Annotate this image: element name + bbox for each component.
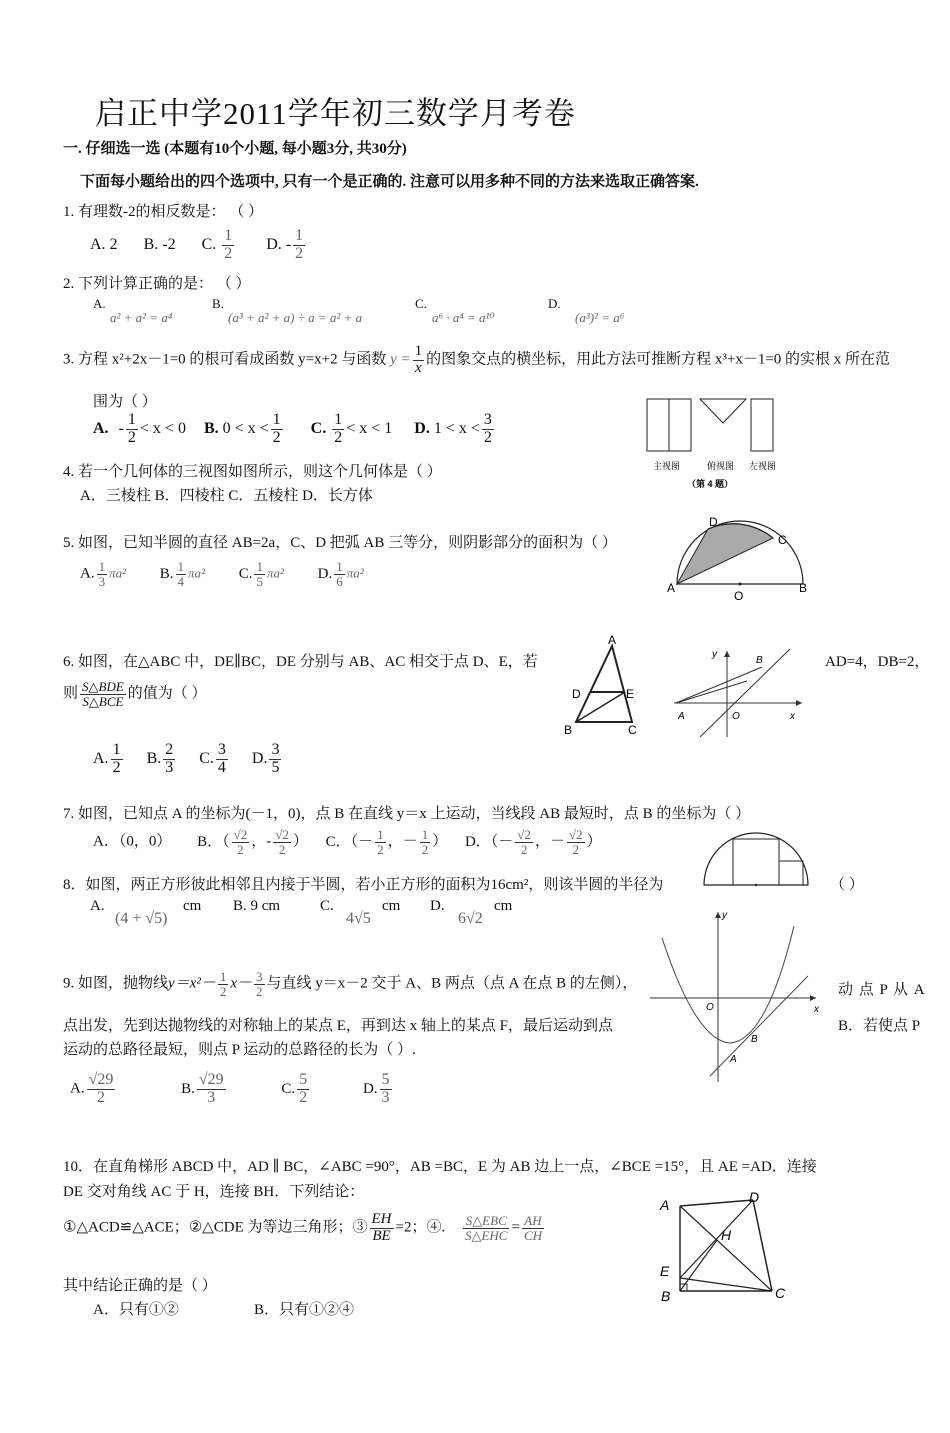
q10-pt-b: B — [661, 1288, 671, 1304]
q8-opt-c-expr: 4√5 — [346, 910, 371, 927]
q9-options: A. $\frac{√29}{2}$ B. $\frac{√29}{3}$ C. $\frac{5}{2}$ D. $\frac{5}{3}$ — [70, 1071, 390, 1106]
q8-opt-c-unit: cm — [382, 898, 401, 914]
q10-conclusions: ①△ACD≌△ACE；②△CDE 为等边三角形；③ $\frac{EH}{BE}$ =2；④. $\frac{\text{S△EBC}}{\text{S△EHC}}$ = $\frac{AH}{CH}$ — [63, 1211, 542, 1244]
q2-opt-b: (a³ + a² + a) ÷ a = a² + a — [228, 310, 363, 325]
q3-stem-a: 3. 方程 x²+2x－1=0 的根可看成函数 y=x+2 与函数 — [63, 351, 387, 368]
q9-stem-right-1: 动 点 P 从 A — [838, 982, 926, 998]
q3-opt-a-expr: < x < 0 — [139, 419, 186, 437]
q8-opt-b: B. 9 cm — [233, 898, 281, 914]
q3-options: A. - $\frac{1}{2}$ < x < 0 B. 0 < x < $\frac{1}{2}$ C. $\frac{1}{2}$ < x < 1 D. 1 < x < $\frac{3}{2}$ — [93, 411, 492, 446]
q1-opt-d: D. - — [266, 235, 292, 253]
q7-fig-a: A — [678, 711, 685, 722]
q3-opt-c-expr: < x < 1 — [346, 419, 393, 437]
q6-pt-c: C — [628, 723, 637, 737]
q8-opt-d-expr: 6√2 — [458, 910, 483, 927]
q10-stem-a: 10．在直角梯形 ABCD 中，AD ∥ BC，∠ABC =90°，AB =BC，E 为 AB 边上一点，∠BCE =15°，且 AE =AD．连接 — [63, 1159, 817, 1175]
q3-opt-d: D. — [414, 419, 430, 437]
q2-opt-c: a⁶ · a⁴ = a¹⁰ — [432, 310, 495, 325]
q2-opt-a: a² + a² = a⁴ — [110, 310, 173, 325]
q6-triangle-figure — [562, 632, 652, 742]
q2-stem: 2. 下列计算正确的是： （ ） — [63, 276, 251, 292]
q5-point-b: B — [799, 581, 808, 595]
q9-fig-b: B — [751, 1034, 758, 1045]
q10-stem-b: DE 交对角线 AC 于 H，连接 BH．下列结论： — [63, 1184, 365, 1200]
q5-options: A. $\frac{1}{3}$ πa² B. $\frac{1}{4}$ πa² C. $\frac{1}{5}$ πa² D. $\frac{1}{6}$ πa² — [80, 559, 364, 589]
q3-opt-d-expr: 1 < x < — [433, 419, 480, 437]
q4-options: A．三棱柱 B．四棱柱 C．五棱柱 D．长方体 — [80, 488, 373, 504]
q10-pt-h: H — [721, 1227, 732, 1243]
q2-opt-d: (a³)² = a⁶ — [575, 310, 625, 325]
q7-fig-b: B — [756, 655, 763, 666]
q1-half-d: $\frac{1}{2}$ — [295, 227, 304, 262]
q8-opt-d-unit: cm — [494, 898, 513, 914]
q1-opt-b: B. -2 — [143, 235, 176, 253]
q6-options: A. $\frac{1}{2}$ B. $\frac{2}{3}$ C. $\frac{3}{4}$ D. $\frac{3}{5}$ — [93, 741, 280, 776]
q9-stem-c: 点出发，先到达抛物线的对称轴上的某点 E，再到达 x 轴上的某点 F，最后运动到点 — [63, 1018, 614, 1034]
q1-options — [90, 228, 307, 263]
q2-opt-b-label: B. — [212, 296, 224, 311]
q3-stem-c: 围为（ ） — [93, 394, 157, 410]
q9-fig-x: x — [814, 1004, 819, 1015]
q8-opt-d: D. — [430, 898, 445, 914]
q4-label-left: 左视图 — [749, 461, 777, 471]
q8-opt-a: A. — [90, 898, 105, 914]
q3-opt-a: A. — [93, 419, 109, 437]
q3-stem-b: 的图象交点的横坐标，用此方法可推断方程 x³+x－1=0 的实根 x 所在范 — [426, 351, 891, 368]
q7-fig-o: O — [732, 711, 740, 722]
q9-fig-o: O — [706, 1002, 714, 1013]
q8-opt-a-unit: cm — [183, 898, 202, 914]
q4-stem: 4. 若一个几何体的三视图如图所示，则这个几何体是（ ） — [63, 464, 442, 480]
q5-stem: 5. 如图，已知半圆的直径 AB=2a，C、D 把弧 AB 三等分，则阴影部分的面积为（ ） — [63, 535, 617, 551]
q4-three-views-figure — [645, 395, 785, 495]
q8-opt-a-expr: (4 + √5) — [115, 910, 168, 927]
q3-opt-b: B. — [203, 419, 219, 437]
q4-caption: （第 4 题） — [687, 479, 734, 489]
q10-opt-a: A．只有①② — [93, 1302, 179, 1318]
q9-stem-d: 运动的总路径最短，则点 P 运动的总路径的长为（ ）. — [63, 1042, 416, 1058]
q8-opt-c: C. — [320, 898, 334, 914]
q2-opt-a-label: A. — [93, 296, 106, 311]
q10-pt-d: D — [749, 1189, 760, 1205]
q7-fig-x: x — [790, 711, 795, 722]
page-title: 启正中学2011学年初三数学月考卷 — [95, 96, 576, 131]
q9-parabola-figure — [648, 906, 828, 1086]
section-instruction: 下面每小题给出的四个选项中, 只有一个是正确的. 注意可以用多种不同的方法来选取正确答案. — [80, 174, 699, 190]
q5-semicircle-figure — [665, 512, 815, 602]
q6-stem: 6. 如图，在△ABC 中，DE∥BC，DE 分别与 AB、AC 相交于点 D、E，若 — [63, 654, 538, 670]
q10-trapezoid-figure — [655, 1188, 795, 1308]
q8-stem: 8．如图，两正方形彼此相邻且内接于半圆，若小正方形的面积为16cm²，则该半圆的半径为 — [63, 877, 664, 893]
q3-stem — [63, 344, 890, 377]
q10-question: 其中结论正确的是（ ） — [63, 1278, 217, 1294]
q9-fig-a: A — [730, 1054, 737, 1065]
q6-stem-right: AD=4，DB=2， — [825, 654, 930, 670]
q4-label-front: 主视图 — [653, 461, 681, 471]
q7-stem: 7. 如图，已知点 A 的坐标为(－1，0)，点 B 在直线 y＝x 上运动，当线段 AB 最短时，点 B 的坐标为（ ） — [63, 806, 751, 822]
q6-pt-a: A — [608, 633, 617, 647]
q3-neg: - — [118, 419, 124, 437]
q1-stem: 1. 有理数-2的相反数是： （ ） — [63, 204, 263, 220]
q6-pt-b: B — [564, 723, 573, 737]
q3-opt-c: C. — [310, 419, 327, 437]
q10-pt-e: E — [660, 1263, 670, 1279]
q7-options: A．（0，0） B．（ $\frac{√2}{2}$ ，- $\frac{√2}{2}$ ） C．（－ $\frac{1}{2}$ ，－ $\frac{1}{2}$ ） D．（－ $\frac{√2}{2}$ ，－ $\frac{√2}{2}$ ） — [93, 827, 602, 857]
q5-point-a: A — [667, 581, 676, 595]
q8-squares-figure — [700, 825, 812, 890]
q9-stem: 9. 如图，抛物线y＝x²－ $\frac{1}{2}$ x－ $\frac{3}{2}$ 与直线 y＝x－2 交于 A、B 两点（点 A 在点 B 的左侧）， — [63, 969, 638, 999]
q3-opt-b-expr: 0 < x < — [222, 419, 269, 437]
q10-pt-a: A — [660, 1197, 670, 1213]
q7-fig-y: y — [712, 649, 717, 660]
q5-point-o: O — [734, 589, 744, 603]
q7-graph-figure — [672, 645, 817, 740]
q2-opt-c-label: C. — [415, 296, 427, 311]
q8-paren: （ ） — [830, 877, 864, 893]
section-heading: 一. 仔细选一选 (本题有10个小题, 每小题3分, 共30分) — [63, 141, 407, 157]
q1-opt-c: C. — [201, 235, 217, 253]
q10-opt-b: B．只有①②④ — [254, 1302, 355, 1318]
q3-func-y: y = — [390, 351, 411, 368]
q10-pt-c: C — [775, 1285, 786, 1301]
q3-func-frac: $\frac{1}{x}$ — [414, 343, 423, 376]
q6-ratio: 则 $\frac{\text{S△BDE}}{\text{S△BCE}}$ 的值为（ ） — [63, 679, 207, 709]
q5-point-d: D — [709, 515, 718, 529]
q1-half-c: $\frac{1}{2}$ — [224, 227, 233, 262]
q5-point-c: C — [778, 533, 787, 547]
q9-fig-y: y — [722, 910, 727, 921]
q4-label-top: 俯视图 — [707, 461, 735, 471]
q1-opt-a: A. 2 — [90, 235, 118, 253]
q2-opt-d-label: D. — [548, 296, 561, 311]
q6-pt-d: D — [572, 687, 581, 701]
q6-pt-e: E — [626, 687, 635, 701]
q9-stem-right-2: B．若使点 P — [838, 1018, 921, 1034]
